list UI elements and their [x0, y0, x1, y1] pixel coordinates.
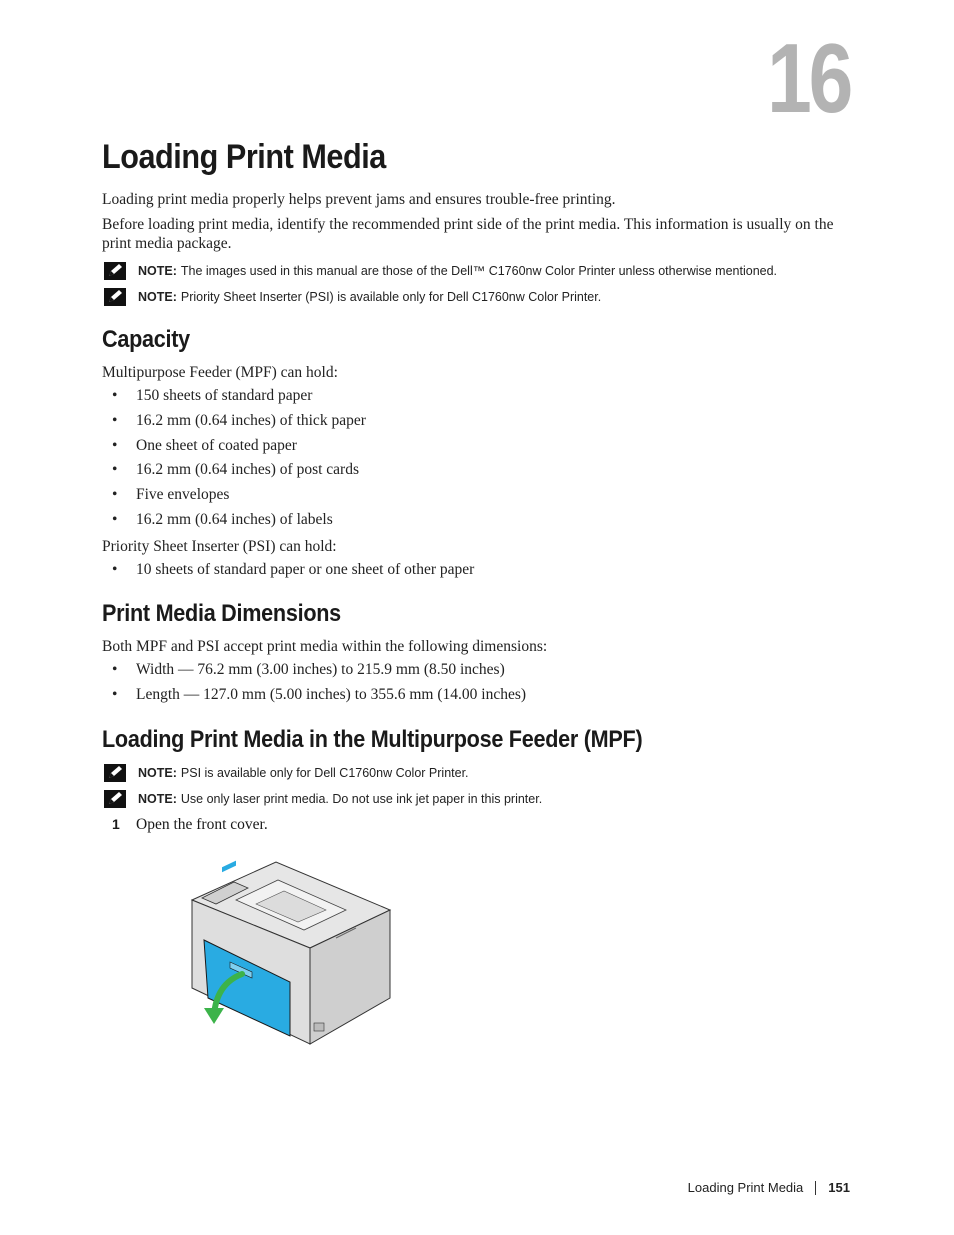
- page-title: Loading Print Media: [102, 138, 386, 176]
- dimensions-heading: Print Media Dimensions: [102, 600, 341, 627]
- list-item: • Five envelopes: [112, 486, 230, 504]
- mpf-loading-heading: Loading Print Media in the Multipurpose Feeder (MPF): [102, 726, 643, 753]
- capacity-heading: Capacity: [102, 326, 190, 353]
- arrow-head: [204, 1008, 224, 1024]
- step-number: 1: [112, 816, 120, 832]
- step-text: Open the front cover.: [136, 816, 268, 833]
- footer-section-title: Loading Print Media: [687, 1180, 804, 1195]
- note-label: NOTE:: [138, 766, 177, 780]
- note-text: The images used in this manual are those of the Dell™ C1760nw Color Printer unless otherwise mentioned.: [180, 264, 778, 278]
- note-psi: [104, 287, 864, 307]
- list-item: • 16.2 mm (0.64 inches) of labels: [112, 510, 333, 528]
- list-item: • Width — 76.2 mm (3.00 inches) to 215.9 mm (8.50 inches): [112, 661, 505, 678]
- psi-capacity-list: [108, 558, 474, 583]
- note-laser-media: [104, 789, 864, 809]
- intro-paragraph-2: Before loading print media, identify the recommended print side of the print media. This information is usually on the print media package.: [102, 216, 834, 252]
- list-item: • Length — 127.0 mm (5.00 inches) to 355.6 mm (14.00 inches): [112, 685, 527, 703]
- mpf-capacity-intro: Multipurpose Feeder (MPF) can hold:: [102, 364, 338, 381]
- psi-capacity-intro: Priority Sheet Inserter (PSI) can hold:: [102, 538, 337, 555]
- note-text: PSI is available only for Dell C1760nw Color Printer.: [180, 766, 469, 780]
- note-label: NOTE:: [138, 264, 177, 278]
- dimensions-intro: Both MPF and PSI accept print media within the following dimensions:: [102, 638, 548, 655]
- pencil-note-icon: [104, 288, 126, 306]
- pencil-note-icon: [104, 764, 126, 782]
- pencil-note-icon: [104, 790, 126, 808]
- note-text: Priority Sheet Inserter (PSI) is available only for Dell C1760nw Color Printer.: [180, 290, 602, 304]
- intro-paragraph-1: Loading print media properly helps prevent jams and ensures trouble-free printing.: [102, 191, 616, 208]
- page-footer: [688, 1180, 850, 1195]
- note-label: NOTE:: [138, 792, 177, 806]
- step-1: [112, 815, 268, 834]
- chapter-number: 16: [767, 23, 850, 133]
- dimensions-list: [108, 658, 526, 708]
- note-psi-availability: [104, 763, 864, 783]
- list-item: • 10 sheets of standard paper or one sheet of other paper: [112, 561, 475, 578]
- list-item: • 16.2 mm (0.64 inches) of post cards: [112, 461, 359, 479]
- pencil-note-icon: [104, 262, 126, 280]
- note-text: Use only laser print media. Do not use ink jet paper in this printer.: [180, 792, 543, 806]
- note-label: NOTE:: [138, 290, 177, 304]
- list-item: • 16.2 mm (0.64 inches) of thick paper: [112, 411, 366, 429]
- list-item: • One sheet of coated paper: [112, 436, 297, 454]
- footer-divider: [815, 1181, 816, 1195]
- mpf-capacity-list: [108, 384, 366, 533]
- note-images: [104, 261, 864, 281]
- printer-open-front-cover-illustration: [186, 858, 396, 1048]
- list-item: • 150 sheets of standard paper: [112, 387, 313, 404]
- page-number: 151: [828, 1180, 850, 1195]
